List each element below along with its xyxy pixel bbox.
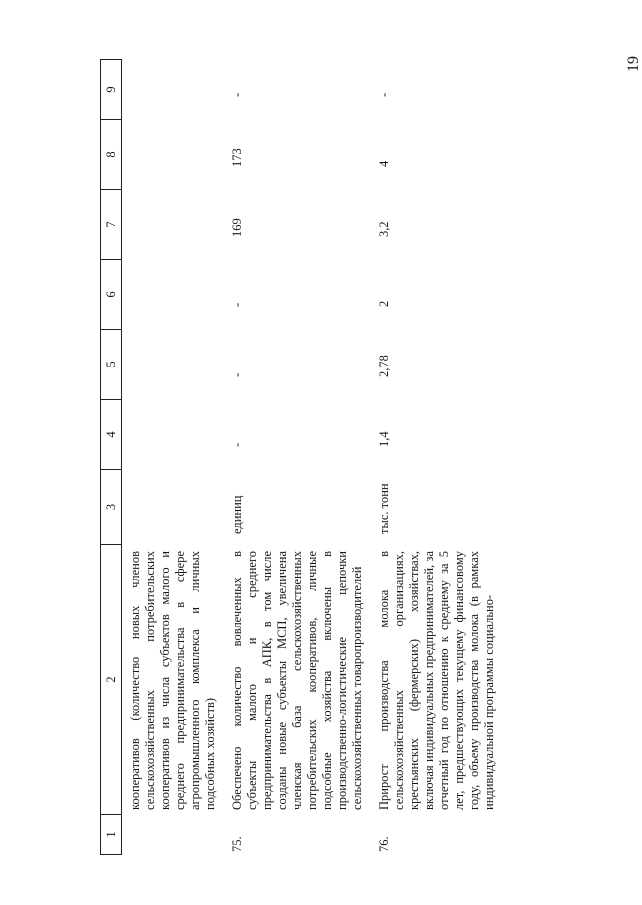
row-value-7	[122, 190, 225, 260]
column-header-4: 4	[101, 400, 122, 470]
row-number: 76.	[377, 836, 391, 852]
page-number: 19	[625, 56, 642, 72]
row-unit: тыс. тонн	[377, 483, 391, 534]
column-header-8: 8	[101, 120, 122, 190]
row-value-4	[122, 400, 225, 470]
row-value-6: -	[230, 302, 244, 307]
row-value-8: 4	[377, 160, 391, 167]
column-header-6: 6	[101, 260, 122, 330]
rotated-table-container	[100, 60, 620, 855]
row-value-5: -	[230, 372, 244, 377]
row-description: Прирост производства молока в сельскохозяйственных организациях, крестьянских (фермерских) хозяйствах, включая индивидуальных предпринимателей, за отчетный год по отношению к среднему за 5 лет, предшествующих текущему финансовому году, объему производства молока (в рамках индивидуальной программы социально-	[377, 551, 496, 810]
row-description: Обеспечено количество вовлеченных в субъекты малого и среднего предпринимательства в АПК, в том числе созданы новые субъекты МСП, увеличена членская база сельскохозяйственных потребительских кооперативов, личные подсобные хозяйства включены в производственно-логистические цепочки сельскохозяйственных товаропроизводителей	[230, 551, 364, 810]
column-header-5: 5	[101, 330, 122, 400]
row-value-9: -	[377, 92, 391, 97]
row-value-6: 2	[377, 300, 391, 307]
table-header-row	[101, 60, 122, 855]
row-number	[122, 815, 225, 855]
row-value-5	[122, 330, 225, 400]
row-value-9	[122, 60, 225, 120]
table-row	[224, 60, 371, 855]
indicator-table	[100, 59, 503, 855]
column-header-2: 2	[101, 545, 122, 815]
row-description: кооперативов (количество новых членов сельскохозяйственных потребительских кооперативов из числа субъектов малого и среднего предпринимательства в сфере агропромышленного комплекса и личных подсобных хозяйств)	[128, 551, 217, 810]
row-number: 75.	[230, 836, 244, 852]
row-unit	[122, 470, 225, 545]
row-value-8: 173	[230, 148, 244, 167]
column-header-3: 3	[101, 470, 122, 545]
row-unit: единиц	[230, 495, 244, 534]
column-header-9: 9	[101, 60, 122, 120]
column-header-7: 7	[101, 190, 122, 260]
column-header-1: 1	[101, 815, 122, 855]
table-row	[122, 60, 225, 855]
row-value-7: 169	[230, 218, 244, 237]
row-value-9: -	[230, 92, 244, 97]
row-value-4: 1,4	[377, 431, 391, 447]
row-value-8	[122, 120, 225, 190]
table-row	[371, 60, 503, 855]
row-value-5: 2,78	[377, 355, 391, 377]
row-value-7: 3,2	[377, 221, 391, 237]
row-value-4: -	[230, 442, 244, 447]
row-value-6	[122, 260, 225, 330]
